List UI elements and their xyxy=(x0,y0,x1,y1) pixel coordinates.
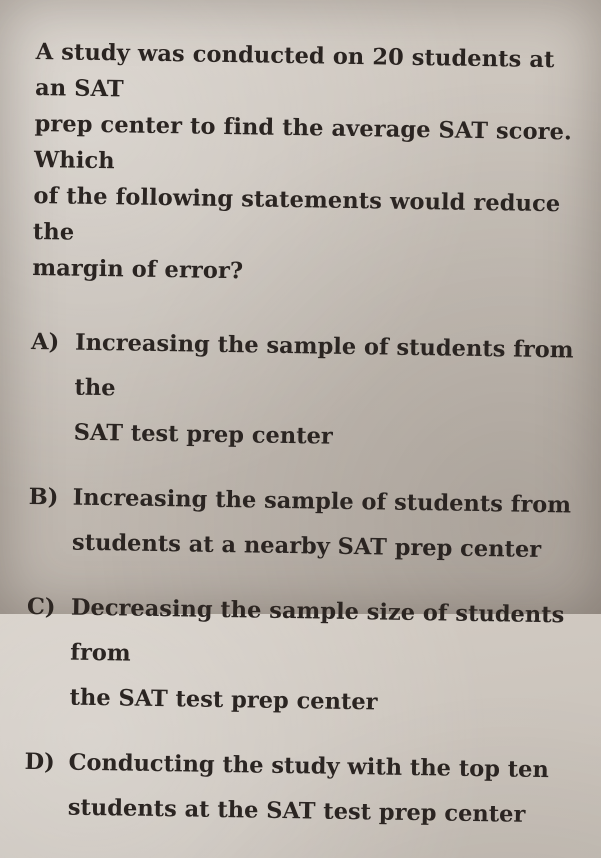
option-text xyxy=(69,586,572,729)
option-text xyxy=(72,476,574,574)
option-letter: B) xyxy=(28,483,59,511)
option-line: students at a nearby SAT prep center xyxy=(71,529,542,563)
option-line: students at the SAT test prep center xyxy=(67,794,526,828)
option-text xyxy=(73,321,576,464)
answer-option-a[interactable] xyxy=(29,320,576,464)
question-line: margin of error? xyxy=(32,254,244,285)
option-text xyxy=(67,741,569,839)
option-line: Increasing the sample of students from the xyxy=(74,329,574,402)
answer-option-c[interactable] xyxy=(25,585,572,729)
answer-option-d[interactable] xyxy=(23,740,569,839)
question-line: prep center to find the average SAT score. Which xyxy=(33,110,573,175)
question-document xyxy=(23,34,581,858)
option-line: Decreasing the sample size of students from xyxy=(70,594,565,667)
answer-option-b[interactable] xyxy=(28,475,574,574)
option-letter: A) xyxy=(30,328,60,356)
option-line: Increasing the sample of students from xyxy=(72,484,572,519)
question-text xyxy=(32,34,581,295)
answer-options xyxy=(23,320,576,838)
option-letter: C) xyxy=(26,593,56,621)
option-line: Conducting the study with the top ten xyxy=(68,749,550,784)
option-line: the SAT test prep center xyxy=(69,684,378,716)
option-letter: D) xyxy=(24,748,55,776)
question-line: A study was conducted on 20 students at an SAT xyxy=(34,38,555,103)
option-line: SAT test prep center xyxy=(73,419,333,450)
question-line: of the following statements would reduce the xyxy=(32,182,561,246)
